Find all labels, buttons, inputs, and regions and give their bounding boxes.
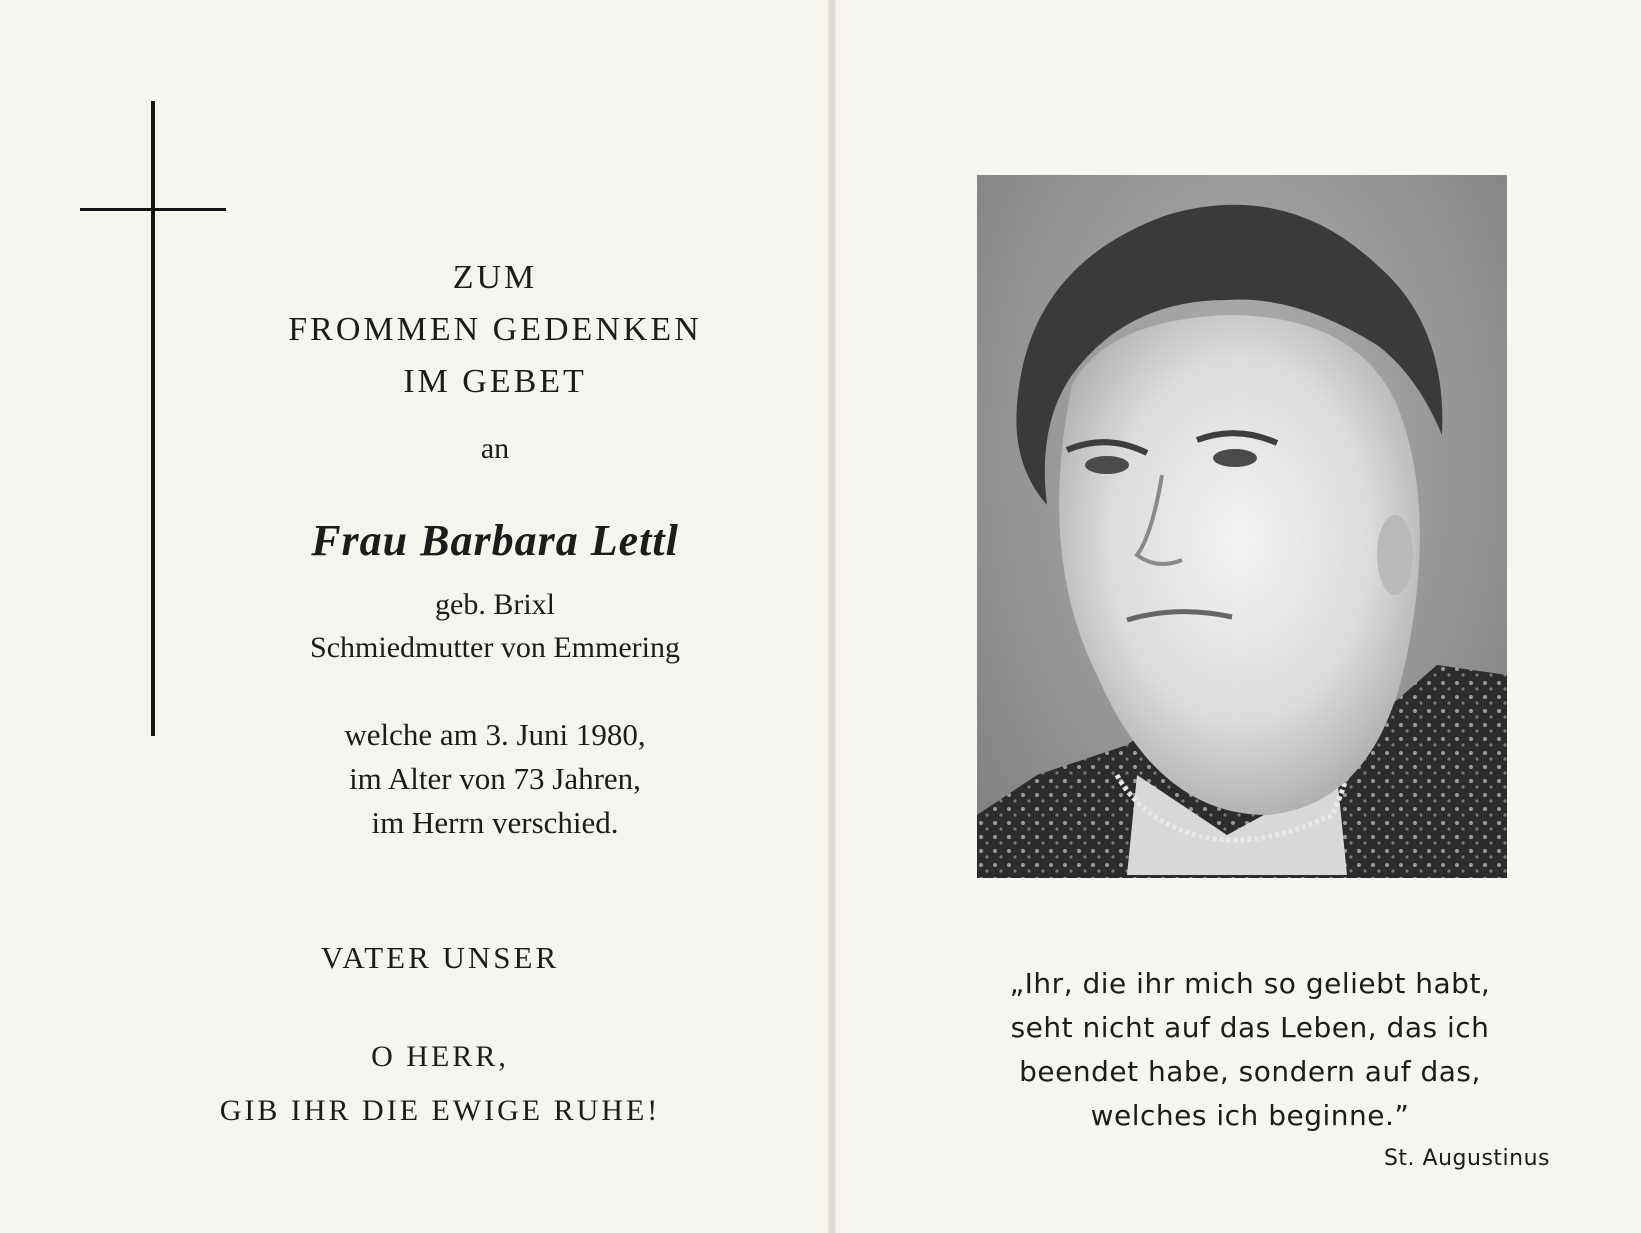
subtitle-line: geb. Brixl [435, 588, 555, 621]
augustinus-quote [950, 962, 1550, 1138]
quote-line: „Ihr, die ihr mich so geliebt habt, [1009, 967, 1491, 1000]
portrait-illustration [977, 175, 1507, 878]
quote-line: seht nicht auf das Leben, das ich [1010, 1011, 1490, 1044]
closing-line: O HERR, [371, 1040, 509, 1073]
subtitle-line: Schmiedmutter von Emmering [310, 631, 680, 664]
death-line: im Alter von 73 Jahren, [349, 761, 641, 796]
deceased-name: Frau Barbara Lettl [311, 516, 679, 565]
heading-line: ZUM [452, 259, 538, 296]
prayer-title: VATER UNSER [320, 940, 560, 975]
heading-line: IM GEBET [403, 363, 587, 400]
deceased-subtitle [150, 583, 840, 669]
death-line: im Herrn verschied. [371, 805, 619, 840]
portrait-photo [977, 175, 1507, 878]
dedication-word: an [480, 432, 510, 465]
death-notice [150, 713, 840, 845]
death-line: welche am 3. Juni 1980, [344, 717, 646, 752]
quote-line: welches ich beginne.” [1090, 1099, 1410, 1132]
closing-prayer [120, 1030, 760, 1138]
quote-author: St. Augustinus [1383, 1146, 1550, 1171]
closing-line: GIB IHR DIE EWIGE RUHE! [219, 1094, 661, 1127]
memorial-heading [150, 252, 840, 408]
heading-line: FROMMEN GEDENKEN [288, 311, 702, 348]
quote-line: beendet habe, sondern auf das, [1019, 1055, 1481, 1088]
cross-icon-bar [80, 208, 226, 211]
